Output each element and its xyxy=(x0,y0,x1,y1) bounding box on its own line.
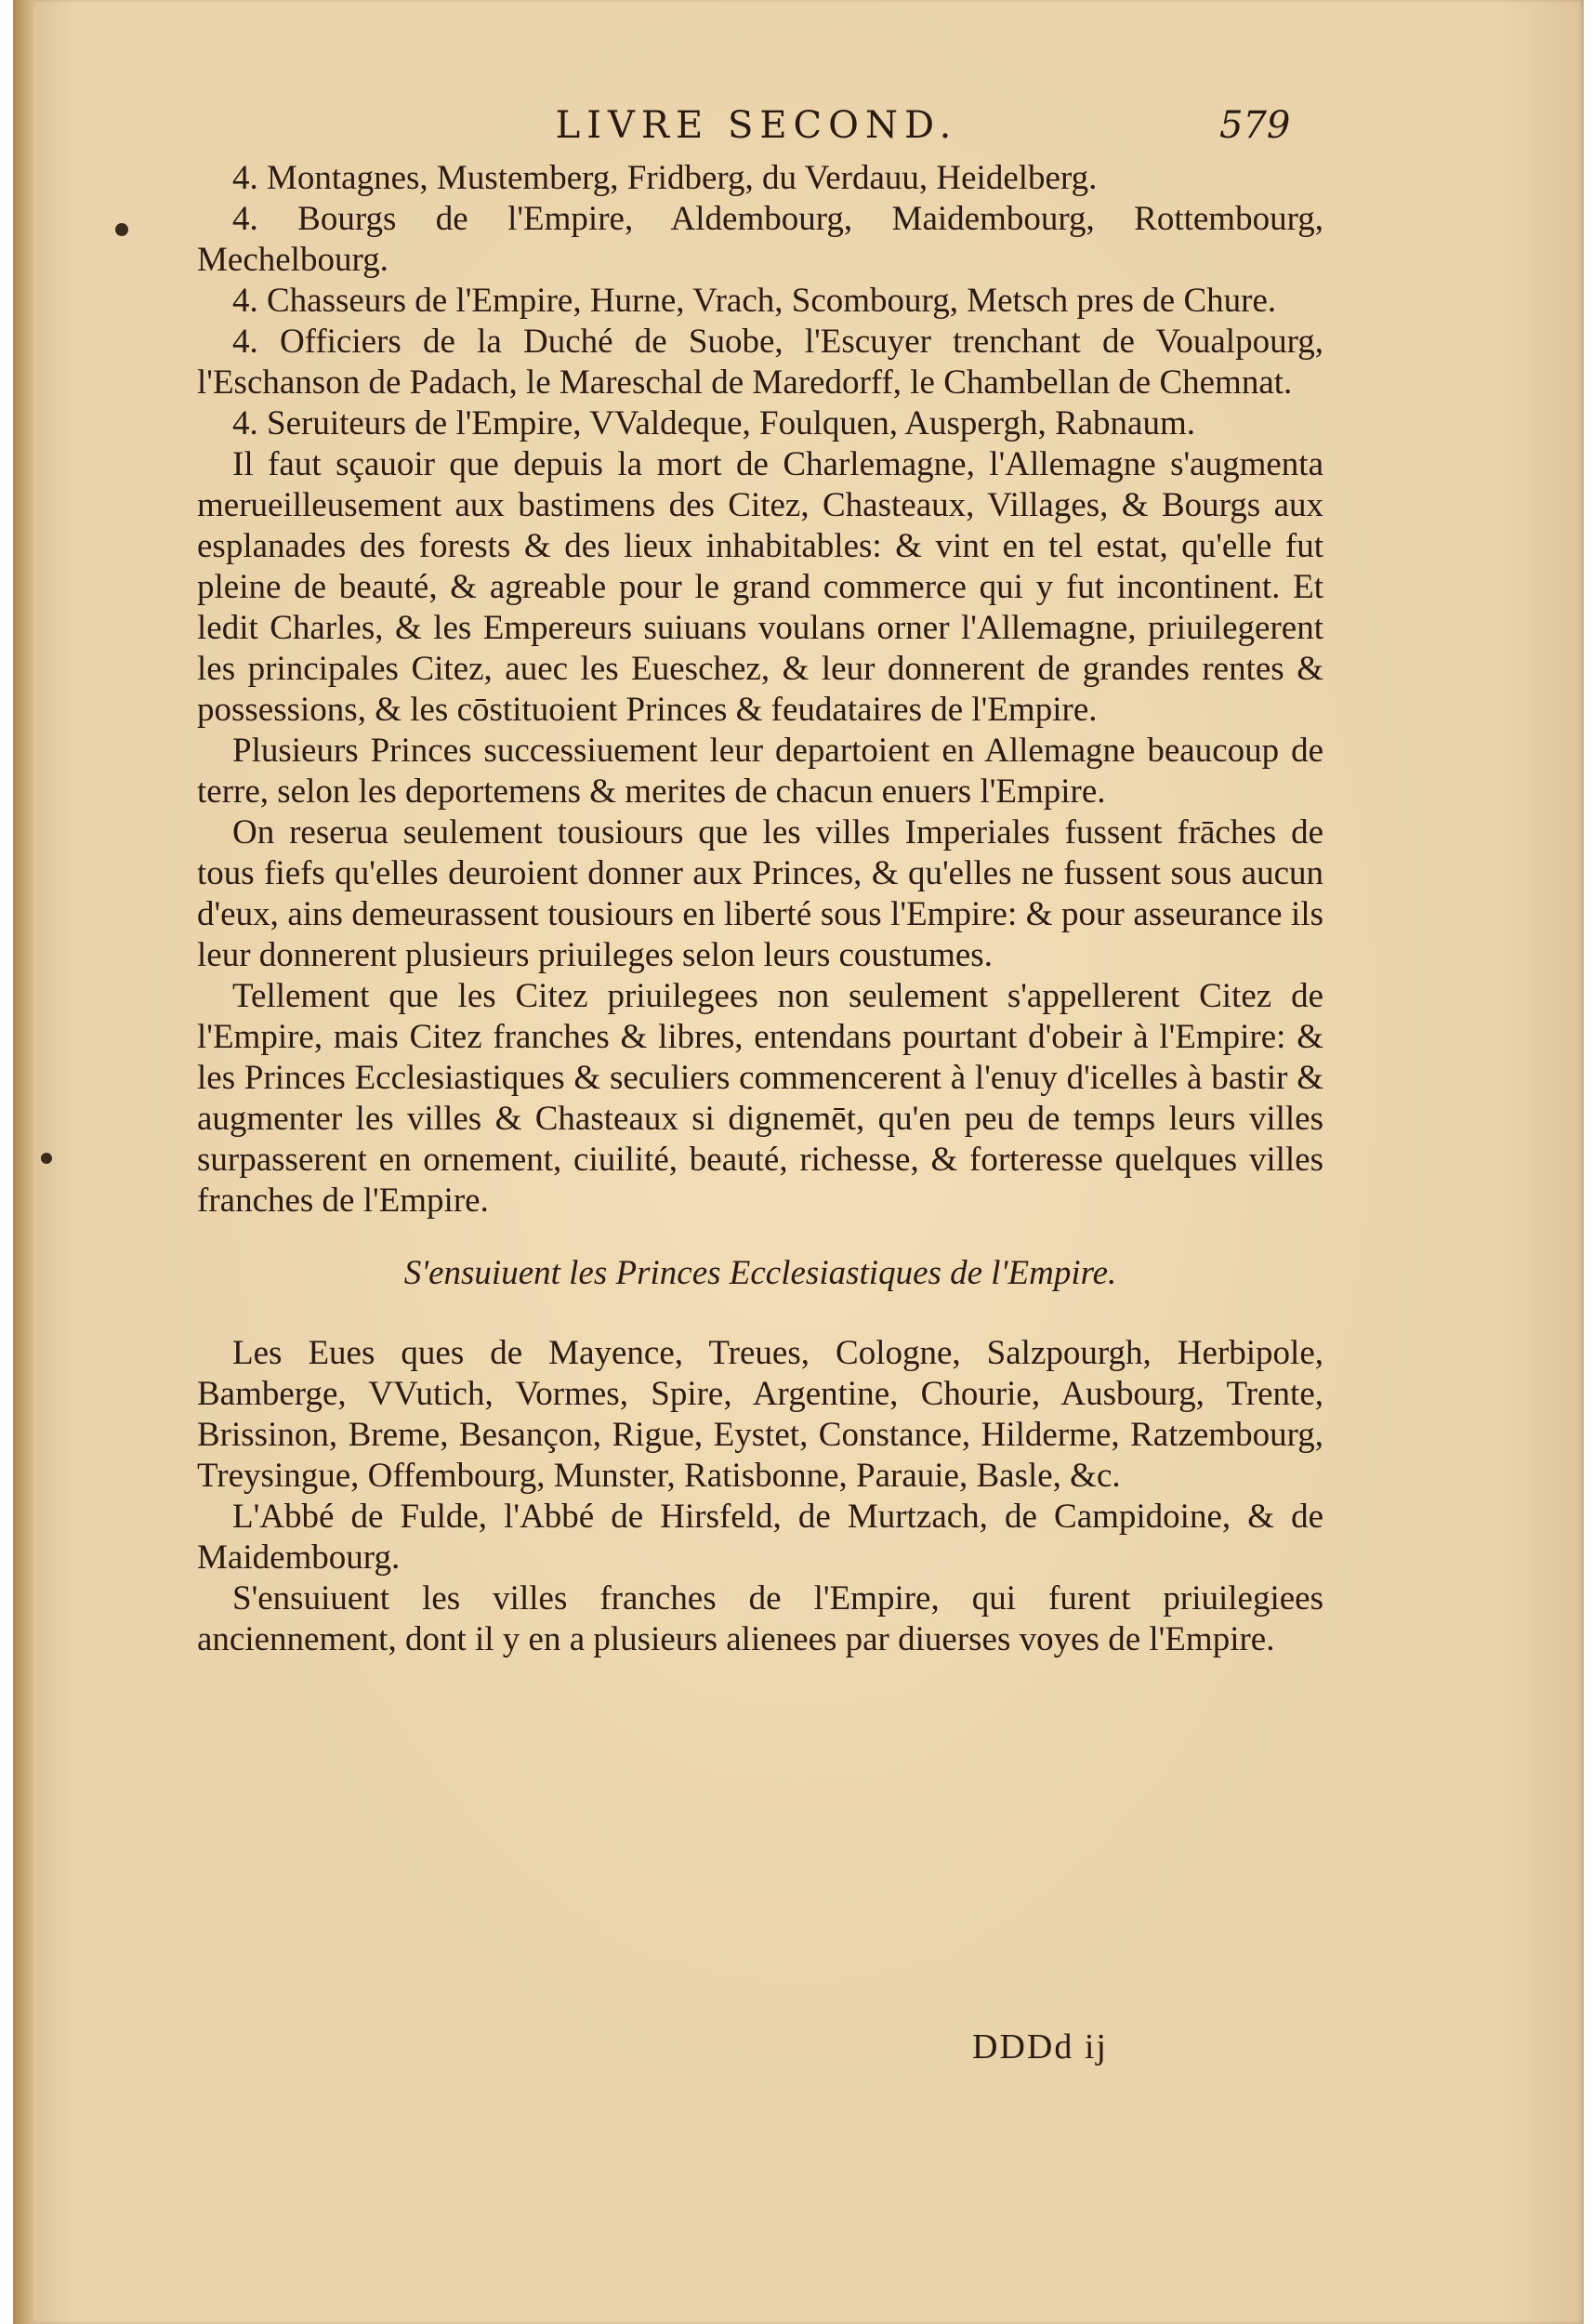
section-heading: S'ensuiuent les Princes Ecclesiastiques de l'Empire. xyxy=(403,1254,1117,1292)
paragraph: 4. Chasseurs de l'Empire, Hurne, Vrach, Scombourg, Metsch pres de Chure. xyxy=(232,282,1277,320)
paragraph: Plusieurs Princes successiuement leur departoient en Allemagne beaucoup de terre, selon les deportemens & merites de chacun enuers l'Empire. xyxy=(197,732,1323,811)
paragraph: Les Eues ques de Mayence, Treues, Cologne, Salzpourgh, Herbipole, Bamberge, VVutich, Vormes, Spire, Argentine, Chourie, Ausbourg, Trente, Brissinon, Breme, Besançon, Rigue, Eystet, Constance, Hilderme, Ratzembourg, Treysingue, Offembourg, Munster, Ratisbonne, Parauie, Basle, &c. xyxy=(197,1334,1323,1495)
page-number: 579 xyxy=(1219,104,1291,147)
ink-spot xyxy=(41,1153,52,1164)
signature-mark: DDDd ij xyxy=(972,2027,1108,2067)
paragraph: Il faut sçauoir que depuis la mort de Charlemagne, l'Allemagne s'augmenta merueilleusement aux bastimens des Citez, Chasteaux, Villages, & Bourgs aux esplanades des forests & des lieux inhabitables: & vint en tel estat, qu'elle fut pleine de beauté, & agreable pour le grand commerce qui y fut incontinent. Et ledit Charles, & les Empereurs suiuans voulans orner l'Allemagne, priuilegerent les principales Citez, auec les Eueschez, & leur donnerent de grandes rentes & possessions, & les cōstituoient Princes & feudataires de l'Empire. xyxy=(197,445,1323,729)
paragraph: 4. Bourgs de l'Empire, Aldembourg, Maidembourg, Rottembourg, Mechelbourg. xyxy=(197,200,1323,279)
ink-spot xyxy=(115,223,128,236)
paragraph: S'ensuiuent les villes franches de l'Empire, qui furent priuilegiees anciennement, dont il y en a plusieurs alienees par diuerses voyes de l'Empire. xyxy=(197,1579,1323,1658)
paragraph: Tellement que les Citez priuilegees non seulement s'appellerent Citez de l'Empire, mais Citez franches & libres, entendans pourtant d'obeir à l'Empire: & les Princes Ecclesiastiques & seculiers commencerent à l'enuy d'icelles à bastir & augmenter les villes & Chasteaux si dignemēt, qu'en peu de temps leurs villes surpasserent en ornement, ciuilité, beauté, richesse, & forteresse quelques villes franches de l'Empire. xyxy=(197,977,1323,1220)
paragraph: 4. Seruiteurs de l'Empire, VValdeque, Foulquen, Auspergh, Rabnaum. xyxy=(232,404,1195,442)
book-page xyxy=(13,0,1584,2324)
paragraph: 4. Officiers de la Duché de Suobe, l'Escuyer trenchant de Voualpourg, l'Eschanson de Padach, le Mareschal de Maredorff, le Chambellan de Chemnat. xyxy=(197,323,1323,402)
paragraph: L'Abbé de Fulde, l'Abbé de Hirsfeld, de Murtzach, de Campidoine, & de Maidembourg. xyxy=(197,1498,1323,1577)
paragraph: On reserua seulement tousiours que les villes Imperiales fussent frāches de tous fiefs qu'elles deuroient donner aux Princes, & qu'elles ne fussent sous aucun d'eux, ains demeurassent tousiours en liberté sous l'Empire: & pour asseurance ils leur donnerent plusieurs priuileges selon leurs coustumes. xyxy=(197,813,1323,974)
running-head: LIVRE SECOND. xyxy=(555,104,958,147)
binding-gutter xyxy=(13,0,33,2324)
paragraph: 4. Montagnes, Mustemberg, Fridberg, du Verdauu, Heidelberg. xyxy=(232,159,1098,197)
main-text xyxy=(197,158,1323,1660)
